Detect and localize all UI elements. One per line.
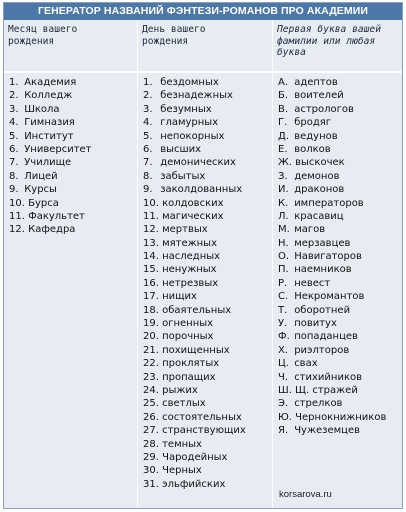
- month-column-header: Месяц вашего рождения: [4, 20, 137, 73]
- list-item: [278, 223, 402, 236]
- item-text: безумных: [160, 103, 212, 115]
- item-text: высших: [160, 143, 202, 155]
- item-text: состоятельных: [162, 411, 242, 423]
- list-item: [278, 170, 402, 183]
- item-text: красавиц: [294, 210, 344, 222]
- item-number: Э.: [278, 398, 289, 410]
- item-text: стихийников: [294, 371, 363, 383]
- item-number: 11.: [9, 210, 25, 222]
- item-text: нетрезвых: [162, 277, 219, 289]
- item-number: К.: [278, 197, 289, 209]
- item-text: волков: [294, 143, 331, 155]
- item-number: П.: [278, 264, 289, 276]
- day-list: [138, 73, 272, 491]
- item-text: светлых: [162, 398, 206, 410]
- item-number: Ю.: [278, 411, 292, 423]
- list-item: [9, 130, 137, 143]
- item-text: невест: [294, 277, 331, 289]
- item-number: Ш. Щ.: [278, 384, 310, 396]
- item-number: 23.: [143, 371, 159, 383]
- list-item: [278, 130, 402, 143]
- item-number: Б.: [278, 90, 289, 102]
- list-item: [143, 424, 272, 437]
- item-text: повитух: [294, 318, 337, 330]
- list-item: [9, 76, 137, 89]
- list-item: [143, 344, 272, 357]
- list-item: [278, 411, 402, 424]
- list-item: [143, 250, 272, 263]
- list-item: [143, 317, 272, 330]
- item-number: В.: [278, 103, 289, 115]
- item-number: 9.: [9, 184, 19, 196]
- item-number: 8.: [9, 170, 19, 182]
- item-text: стражей: [312, 384, 358, 396]
- item-number: 22.: [143, 358, 159, 370]
- item-text: огненных: [162, 318, 214, 330]
- item-number: 13.: [143, 237, 159, 249]
- item-text: Факультет: [28, 210, 85, 222]
- list-item: [278, 384, 402, 397]
- item-number: 4.: [9, 117, 19, 129]
- list-item: [9, 156, 137, 169]
- item-number: С.: [278, 291, 289, 303]
- item-number: 6.: [143, 143, 153, 155]
- item-text: воителей: [294, 90, 344, 102]
- list-item: [143, 371, 272, 384]
- list-item: [278, 304, 402, 317]
- list-item: [278, 424, 402, 437]
- list-item: [9, 197, 137, 210]
- list-item: [278, 237, 402, 250]
- item-text: риэлторов: [294, 344, 350, 356]
- list-item: [9, 116, 137, 129]
- item-number: 11.: [143, 210, 159, 222]
- item-text: порочных: [162, 331, 214, 343]
- item-text: нищих: [162, 291, 197, 303]
- item-text: Лицей: [24, 170, 58, 182]
- list-item: [278, 89, 402, 102]
- item-number: 26.: [143, 411, 159, 423]
- list-item: [143, 464, 272, 477]
- item-number: 24.: [143, 384, 159, 396]
- list-item: [9, 183, 137, 196]
- item-number: 27.: [143, 425, 159, 437]
- list-item: [143, 451, 272, 464]
- item-number: Р.: [278, 277, 288, 289]
- list-item: [143, 197, 272, 210]
- item-text: проклятых: [162, 358, 220, 370]
- list-item: [278, 76, 402, 89]
- list-item: [278, 397, 402, 410]
- item-text: мятежных: [162, 237, 217, 249]
- item-number: 3.: [143, 103, 153, 115]
- item-number: 17.: [143, 291, 159, 303]
- list-item: [9, 89, 137, 102]
- item-number: Д.: [278, 130, 289, 142]
- item-number: 16.: [143, 277, 159, 289]
- month-column: [4, 20, 137, 508]
- item-text: гламурных: [160, 117, 219, 129]
- item-number: 7.: [143, 157, 153, 169]
- list-item: [278, 344, 402, 357]
- item-text: колдовских: [162, 197, 224, 209]
- item-text: Университет: [24, 143, 92, 155]
- item-number: 18.: [143, 304, 159, 316]
- item-text: наемников: [294, 264, 352, 276]
- list-item: [278, 116, 402, 129]
- letter-column: [272, 20, 402, 508]
- item-text: Кафедра: [28, 224, 76, 236]
- list-item: [9, 103, 137, 116]
- list-item: [278, 250, 402, 263]
- item-number: М.: [278, 224, 290, 236]
- item-text: бродяг: [294, 117, 332, 129]
- item-number: 4.: [143, 117, 153, 129]
- item-number: 12.: [143, 224, 159, 236]
- list-item: [143, 76, 272, 89]
- list-item: [278, 263, 402, 276]
- list-item: [143, 384, 272, 397]
- list-item: [143, 130, 272, 143]
- table-grid: [4, 20, 402, 508]
- item-text: стрелков: [294, 398, 343, 410]
- list-item: [143, 116, 272, 129]
- list-item: [278, 317, 402, 330]
- item-number: У.: [278, 318, 288, 330]
- item-text: Навигаторов: [294, 251, 362, 263]
- list-item: [9, 223, 137, 236]
- letter-column-header: Первая буква вашей фамилии или любая буква: [273, 20, 402, 73]
- item-text: бездомных: [160, 77, 219, 88]
- item-number: 5.: [143, 130, 153, 142]
- item-text: адептов: [294, 77, 338, 88]
- item-number: Е.: [278, 143, 288, 155]
- item-text: рыжих: [162, 384, 198, 396]
- item-text: непокорных: [160, 130, 225, 142]
- item-text: обаятельных: [162, 304, 232, 316]
- item-text: Академия: [24, 77, 77, 88]
- list-item: [143, 397, 272, 410]
- list-item: [278, 156, 402, 169]
- item-text: магических: [162, 210, 224, 222]
- item-text: странствующих: [162, 425, 246, 437]
- item-number: 2.: [143, 90, 153, 102]
- list-item: [143, 89, 272, 102]
- item-number: 7.: [9, 157, 19, 169]
- list-item: [143, 183, 272, 196]
- item-number: Г.: [278, 117, 288, 129]
- day-column: [137, 20, 272, 508]
- item-number: 19.: [143, 318, 159, 330]
- item-text: демонических: [160, 157, 236, 169]
- item-number: 3.: [9, 103, 19, 115]
- list-item: [278, 183, 402, 196]
- list-item: [9, 210, 137, 223]
- list-item: [278, 143, 402, 156]
- item-number: 10.: [143, 197, 159, 209]
- list-item: [278, 210, 402, 223]
- item-text: Школа: [24, 103, 60, 115]
- list-item: [143, 156, 272, 169]
- list-item: [143, 330, 272, 343]
- item-text: ненужных: [162, 264, 217, 276]
- item-number: 25.: [143, 398, 159, 410]
- item-text: пропащих: [162, 371, 216, 383]
- item-text: мертвых: [162, 224, 208, 236]
- item-number: 20.: [143, 331, 159, 343]
- item-text: Черных: [162, 465, 202, 477]
- item-number: А.: [278, 77, 289, 88]
- item-text: Чужеземцев: [294, 425, 360, 437]
- item-number: Я.: [278, 425, 289, 437]
- list-item: [143, 411, 272, 424]
- letter-list: [273, 73, 402, 438]
- list-item: [278, 277, 402, 290]
- item-number: 15.: [143, 264, 159, 276]
- item-text: Курсы: [24, 184, 57, 196]
- item-text: демонов: [294, 170, 340, 182]
- item-number: 1.: [143, 77, 153, 88]
- item-text: Гимназия: [24, 117, 75, 129]
- list-item: [143, 223, 272, 236]
- list-item: [143, 103, 272, 116]
- list-item: [143, 143, 272, 156]
- item-text: наследных: [162, 251, 221, 263]
- item-text: драконов: [294, 184, 345, 196]
- item-number: 30.: [143, 465, 159, 477]
- item-number: Н.: [278, 237, 289, 249]
- list-item: [143, 277, 272, 290]
- item-number: 8.: [143, 170, 153, 182]
- list-item: [278, 357, 402, 370]
- list-item: [278, 103, 402, 116]
- item-text: Колледж: [24, 90, 73, 102]
- item-text: Некромантов: [294, 291, 365, 303]
- item-text: Чародейных: [162, 451, 228, 463]
- list-item: [143, 304, 272, 317]
- item-text: забытых: [160, 170, 206, 182]
- item-number: Л.: [278, 210, 289, 222]
- month-list: [4, 73, 137, 237]
- item-number: 5.: [9, 130, 19, 142]
- table-title: ГЕНЕРАТОР НАЗВАНИЙ ФЭНТЕЗИ-РОМАНОВ ПРО АКАДЕМИИ: [4, 3, 402, 20]
- item-number: 10.: [9, 197, 25, 209]
- item-number: О.: [278, 251, 290, 263]
- item-text: Чернокнижников: [295, 411, 387, 423]
- list-item: [9, 170, 137, 183]
- item-number: И.: [278, 184, 289, 196]
- item-text: магов: [294, 224, 326, 236]
- item-text: Институт: [24, 130, 74, 142]
- item-text: выскочек: [295, 157, 345, 169]
- item-text: попаданцев: [294, 331, 358, 343]
- item-number: 14.: [143, 251, 159, 263]
- name-generator-table: [3, 2, 403, 509]
- list-item: [143, 478, 272, 491]
- list-item: [9, 143, 137, 156]
- list-item: [278, 290, 402, 303]
- item-number: 2.: [9, 90, 19, 102]
- list-item: [278, 330, 402, 343]
- item-text: Бурса: [28, 197, 59, 209]
- item-text: Училище: [24, 157, 72, 169]
- site-credit: korsarova.ru: [279, 489, 332, 500]
- item-text: ведунов: [294, 130, 338, 142]
- item-text: мерзавцев: [294, 237, 351, 249]
- item-text: оборотней: [294, 304, 351, 316]
- day-column-header: День вашего рождения: [138, 20, 272, 73]
- list-item: [278, 371, 402, 384]
- item-text: императоров: [294, 197, 364, 209]
- item-number: З.: [278, 170, 288, 182]
- item-text: похищенных: [162, 344, 230, 356]
- list-item: [278, 197, 402, 210]
- list-item: [143, 170, 272, 183]
- list-item: [143, 290, 272, 303]
- item-number: 9.: [143, 184, 153, 196]
- item-number: Х.: [278, 344, 289, 356]
- item-number: Ф.: [278, 331, 290, 343]
- list-item: [143, 237, 272, 250]
- item-number: 12.: [9, 224, 25, 236]
- item-number: 28.: [143, 438, 159, 450]
- item-number: 29.: [143, 451, 159, 463]
- list-item: [143, 438, 272, 451]
- item-text: безнадежных: [160, 90, 233, 102]
- list-item: [143, 210, 272, 223]
- item-number: 1.: [9, 77, 19, 88]
- item-number: Ж.: [278, 157, 292, 169]
- item-number: 31.: [143, 478, 159, 490]
- item-text: темных: [162, 438, 202, 450]
- item-text: астрологов: [294, 103, 354, 115]
- item-text: свах: [294, 358, 318, 370]
- list-item: [143, 357, 272, 370]
- item-number: Ц.: [278, 358, 289, 370]
- item-number: Т.: [278, 304, 288, 316]
- list-item: [143, 263, 272, 276]
- item-number: Ч.: [278, 371, 289, 383]
- item-number: 21.: [143, 344, 159, 356]
- item-number: 6.: [9, 143, 19, 155]
- item-text: эльфийских: [162, 478, 226, 490]
- item-text: заколдованных: [160, 184, 243, 196]
